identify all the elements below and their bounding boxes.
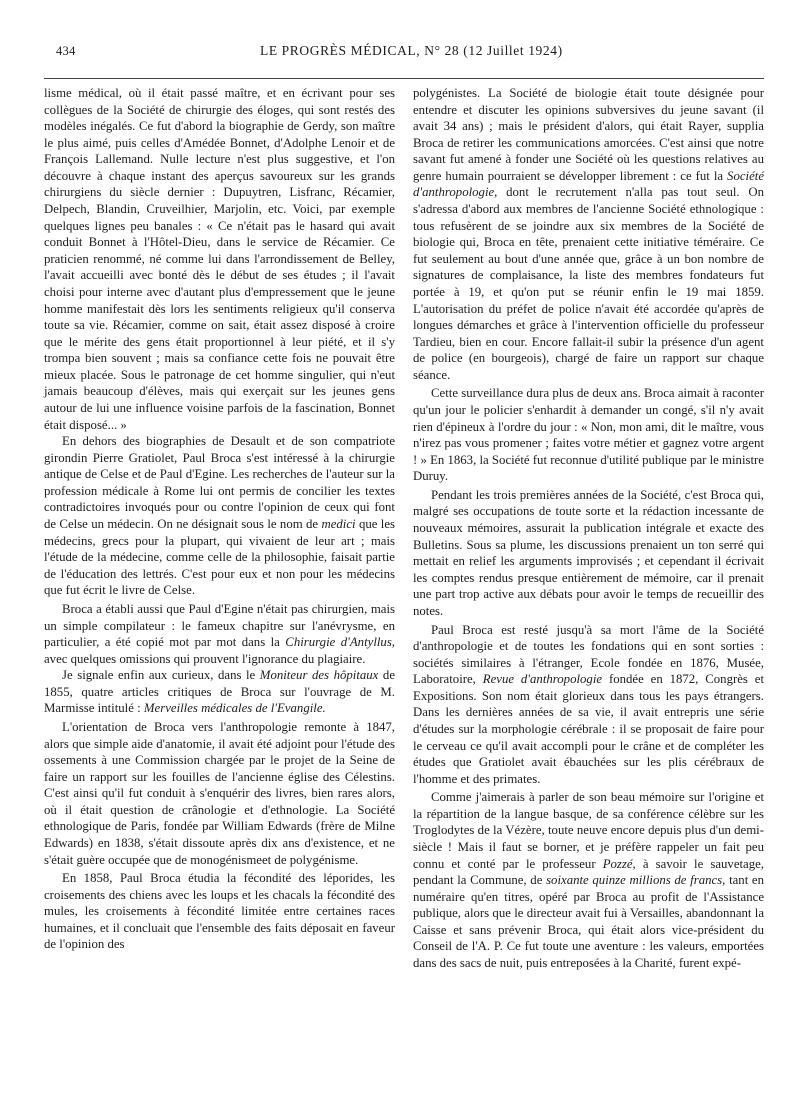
- italic-title: Société d'anthropologie,: [413, 168, 764, 200]
- italic-term: medici: [321, 517, 356, 532]
- paragraph: Pendant les trois premières années de la Société, c'est Broca qui, malgré ses occupations de toute sorte et la rédaction incessante de nouveaux mémoires, assurait la publication intégrale et exacte des Bulletins. Sous sa plume, les discussions prenaient un ton serré qui mettait en relief les arguments improvisés ; et cependant il écrivait les comptes rendus presque entièrement de mémoire, car il prenait une part trop active aux débats pour avoir le temps de recueillir des notes.: [413, 487, 764, 618]
- paragraph: Cette surveillance dura plus de deux ans. Broca aimait à raconter qu'un jour le policier s'enhardit à demander un congé, s'il n'y avait rien d'épineux à l'ordre du jour : « Non, mon ami, dit le maître, vous n'irez pas vous promener ; faites votre métier et gagnez votre argent ! » En 1863, la Société fut reconnue d'utilité publique par le ministre Duruy.: [413, 386, 764, 484]
- italic-phrase: soixante quinze millions de francs,: [546, 873, 726, 888]
- running-title: LE PROGRÈS MÉDICAL, N° 28 (12 Juillet 1924): [260, 43, 563, 58]
- paragraph: Paul Broca est resté jusqu'à sa mort l'âme de la Société d'anthropologie et de toutes les fondations qui en sont sorties : sociétés similaires à l'étranger, Ecole fondée en 1876, Musée, Laboratoire, Revue d'anthropologie fondée en 1872, Congrès et Expositions. Son nom était glorieux dans tous les pays étrangers. Dans les dernières années de sa vie, il avait entrepris une série d'études sur la morphologie cérébrale : il se proposait de faire pour le cerveau ce qu'il avait accompli pour le crâne et de compléter les études que Gratiolet avait ébauchées sur les plis cérébraux de l'homme et des primates.: [413, 622, 765, 786]
- paragraph: Je signale enfin aux curieux, dans le Moniteur des hôpitaux de 1855, quatre articles critiques de Broca sur l'ouvrage de M. Marmisse intitulé : Merveilles médicales de l'Evangile.: [44, 668, 396, 716]
- italic-title: Chirurgie d'Antyllus,: [285, 635, 396, 650]
- paragraph: En 1858, Paul Broca étudia la fécondité des léporides, les croisements des chiens avec les loups et les chacals la fécondité des mules, les croisements à fécondité limitée entre certaines races humaines, et il concluait que l'ensemble des faits déposait en faveur de l'opinion des: [44, 871, 395, 952]
- right-column: [413, 85, 764, 972]
- italic-name: Pozzé,: [602, 856, 636, 871]
- italic-title: Merveilles médicales de l'Evangile.: [143, 701, 326, 716]
- italic-title: Revue d'anthropologie: [482, 672, 603, 687]
- italic-title: Moniteur des hôpitaux: [259, 668, 379, 683]
- paragraph: polygénistes. La Société de biologie était toute désignée pour entendre et discuter les opinions subversives du jeune savant (il avait 34 ans) ; mais le président d'alors, qui était Rayer, supplia Broca de retirer les communications amorcées. C'est ainsi que notre savant fut amené à fonder une Société où les questions relatives au genre humain pourraient se développer librement : ce fut la Société d'anthropologie, dont le recrutement n'alla pas tout seul. On s'adressa d'abord aux membres de l'ancienne Société ethnologique : tous refusèrent de se joindre aux six membres de la Société de biologie qui, Broca en tête, prenaient cette initiative téméraire. Ce fut seulement au bout d'une année que, grâce à un bon nombre de signatures de complaisance, la liste des membres fondateurs fut portée à 19, et qu'on put se réunir enfin le 19 mai 1859. L'autorisation du préfet de police n'avait été accordée qu'après de longues démarches et grâce à l'intervention officielle du professeur Tardieu, bien en cour. Encore fallait-il subir la présence d'un agent de police (en bourgeois), chargé de faire un rapport sur chaque séance.: [413, 86, 765, 382]
- paragraph: L'orientation de Broca vers l'anthropologie remonte à 1847, alors que simple aide d'anatomie, il avait été adjoint pour l'étude des ossements à une Commission chargée par le projet de la Seine de faire un rapport sur les fouilles de l'ancienne église des Célestins. C'est ainsi qu'il fut conduit à s'enquérir des livres, bien rares alors, où il était question de crânologie et d'ethnologie. La Société ethnologique de Paris, fondée par William Edwards (frère de Milne Edwards) en 1838, s'était dissoute après dix ans d'existence, et ne s'était guère occupée que de monogénismeet de polygénisme.: [44, 719, 395, 867]
- running-header: [44, 38, 764, 79]
- paragraph: lisme médical, où il était passé maître, et en écrivant pour ses collègues de la Société de chirurgie des éloges, qui sont restés des modèles inégalés. Ce fut d'abord la biographie de Gerdy, son maître le plus aimé, puis celles d'Amédée Bonnet, d'Adolphe Lenoir et de François Lallemand. Nulle lecture n'est plus suggestive, et l'on découvre à chaque instant des aperçus savoureux sur les grands chirurgiens du siècle dernier : Dupuytren, Lisfranc, Récamier, Delpech, Blandin, Cruveilhier, Marjolin, etc. Voici, par exemple quelques lignes peu banales : « Ce n'était pas le hasard qui avait conduit Bonnet à l'Hôtel-Dieu, dans le service de Récamier. Ce praticien renommé, né comme lui dans l'arrondissement de Belley, l'avait accueilli avec bonté dès le début de ses études ; il l'avait choisi pour interne avec d'autant plus d'empressement que le jeune homme manifestait dès lors les sentiments religieux qu'il conserva toute sa vie. Récamier, comme on sait, était assez disposé à croire que le mérite des gens était proportionnel à leur piété, et il s'y trompa bien souvent ; mais sa confiance cette fois ne pouvait être mieux placée. Sous le patronage de cet homme singulier, qui n'eut jamais beaucoup d'élèves, mais qui exerçait sur les jeunes gens autour de lui une influence voisine parfois de la fascination, Bonnet était disposé... »: [44, 86, 395, 432]
- left-column: [44, 85, 395, 972]
- page: [0, 38, 800, 1114]
- paragraph: Comme j'aimerais à parler de son beau mémoire sur l'origine et la répartition de la langue basque, de sa conférence célèbre sur les Troglodytes de la Vézère, toute neuve encore depuis plus d'un demi-siècle ! Mais il faut se borner, et je préfère rappeler un fait peu connu et conté par le professeur Pozzé, à savoir le sauvetage, pendant la Commune, de soixante quinze millions de francs, tant en numéraire qu'en titres, opéré par Broca au profit de l'Assistance publique, alors que le directeur avait fui à Versailles, abandonnant la Caisse et sans prévenir Broca, qui était alors vice-président du Conseil de l'A. P. Ce fut toute une aventure : les valeurs, emportées dans des sacs de nuit, puis entreposées à la Charité, furent expé-: [413, 790, 765, 971]
- page-number: 434: [56, 44, 76, 58]
- paragraph: En dehors des biographies de Desault et de son compatriote girondin Pierre Gratiolet, Paul Broca s'est intéressé à la chirurgie antique de Celse et de Paul d'Egine. Les recherches de l'auteur sur la profession médicale à Rome lui ont permis de concilier les textes contradictoires invoqués pour ou contre l'opinion de ceux qui font de Celse un médecin. On ne désignait sous le nom de medici que les médecins, grecs pour la plupart, qui vivaient de leur art ; mais l'étude de la médecine, comme celle de la philosophie, faisait partie de l'éducation des lettrés. C'est pour eux et non pour les médecins que fut écrit le livre de Celse.: [44, 434, 395, 598]
- paragraph: Broca a établi aussi que Paul d'Egine n'était pas chirurgien, mais un simple compilateur : le fameux chapitre sur l'anévrysme, en particulier, a été copié mot par mot dans la Chirurgie d'Antyllus, avec quelques omissions qui prouvent l'ignorance du plagiaire.: [44, 601, 396, 666]
- two-column-body: [44, 85, 764, 972]
